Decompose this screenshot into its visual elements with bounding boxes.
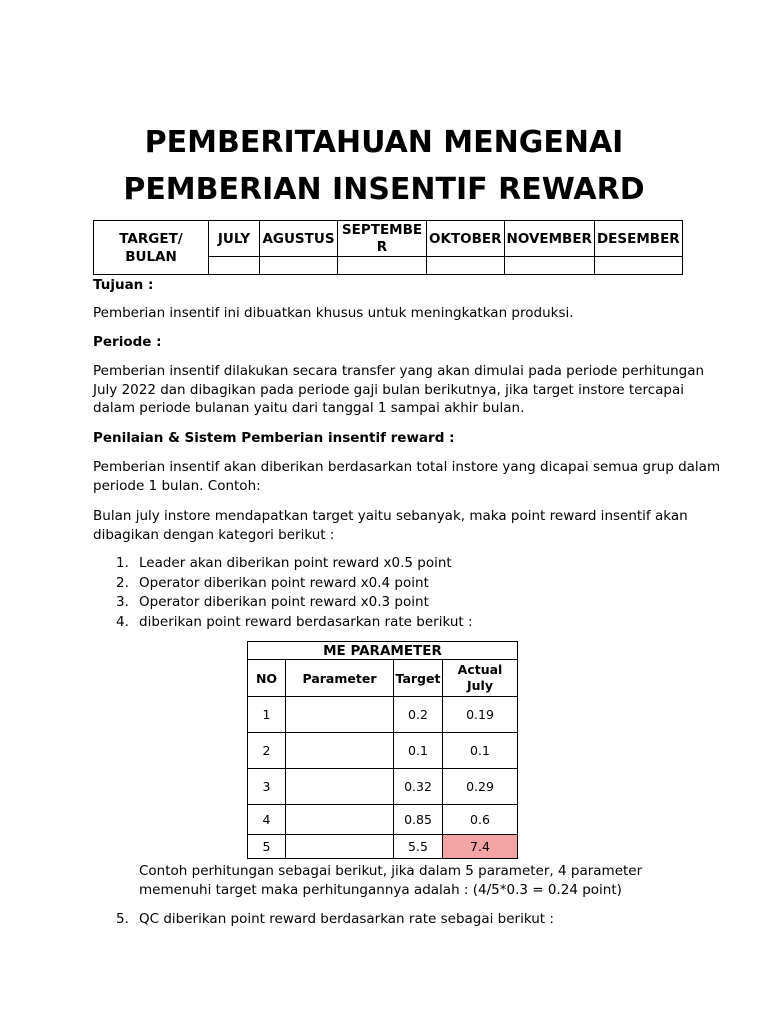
reward-category-list-continued [116,910,554,930]
periode-line: dalam periode bulanan yaitu dari tanggal 1 sampai akhir bulan. [93,400,525,416]
header-actual: Actual July [443,660,518,697]
title-line-1: PEMBERITAHUAN MENGENAI [144,125,624,160]
me-parameter-table [247,641,518,859]
list-item-number: 4. [116,613,129,630]
contoh-line: memenuhi target maka perhitungannya adalah : (4/5*0.3 = 0.24 point) [139,881,622,898]
month-value-cell [504,257,594,275]
cell-actual: 0.6 [443,805,518,835]
list-item-text: diberikan point reward berdasarkan rate berikut : [139,613,473,630]
list-item-number: 5. [116,911,129,927]
cell-no: 5 [248,835,286,859]
tujuan-heading: Tujuan : [93,277,154,293]
list-item-text: Operator diberikan point reward x0.3 point [139,594,429,610]
cell-actual: 0.1 [443,733,518,769]
periode-text [93,362,704,418]
penilaian-line: periode 1 bulan. Contoh: [93,477,261,494]
target-month-table [93,220,683,275]
penilaian-line: dibagikan dengan kategori berikut : [93,526,335,543]
cell-no: 1 [248,697,286,733]
me-table-title: ME PARAMETER [248,642,518,660]
tujuan-text: Pemberian insentif ini dibuatkan khusus untuk meningkatkan produksi. [93,305,574,321]
title-line-2: PEMBERIAN INSENTIF REWARD [123,172,645,207]
month-header: JULY [209,221,260,257]
table-row [248,697,518,733]
cell-target: 0.2 [394,697,443,733]
page-title [0,119,768,213]
cell-parameter [286,835,394,859]
penilaian-line: Pemberian insentif akan diberikan berdasarkan total instore yang dicapai semua grup dalam [93,459,721,475]
header-target: Target [394,660,443,697]
list-item-text: QC diberikan point reward berdasarkan rate sebagai berikut : [139,911,554,927]
list-item-number: 1. [116,555,129,571]
list-item [116,574,473,594]
cell-target: 0.85 [394,805,443,835]
cell-parameter [286,733,394,769]
periode-line: Pemberian insentif dilakukan secara transfer yang akan dimulai pada periode perhitungan [93,363,705,379]
cell-parameter [286,805,394,835]
periode-heading: Periode : [93,334,162,350]
list-item-number: 3. [116,594,129,610]
month-header: OKTOBER [427,221,505,257]
month-value-cell [427,257,505,275]
month-header: NOVEMBER [504,221,594,257]
month-header: AGUSTUS [260,221,338,257]
target-bulan-header: TARGET/ BULAN [94,221,209,275]
month-value-cell [209,257,260,275]
month-value-cell [260,257,338,275]
list-item [116,554,473,574]
cell-actual-highlighted: 7.4 [443,835,518,859]
penilaian-line: Bulan july instore mendapatkan target yaitu sebanyak, maka point reward insentif akan [93,508,688,524]
cell-parameter [286,697,394,733]
contoh-perhitungan [139,862,642,899]
penilaian-paragraph-2 [93,507,688,544]
cell-target: 0.32 [394,769,443,805]
table-row [248,733,518,769]
list-item [116,613,473,633]
cell-target: 5.5 [394,835,443,859]
cell-no: 4 [248,805,286,835]
table-row [248,769,518,805]
cell-target: 0.1 [394,733,443,769]
month-header: DESEMBER [594,221,682,257]
list-item-text: Operator diberikan point reward x0.4 point [139,574,429,591]
cell-no: 2 [248,733,286,769]
cell-actual: 0.29 [443,769,518,805]
cell-actual: 0.19 [443,697,518,733]
list-item-number: 2. [116,574,129,591]
penilaian-paragraph-1 [93,458,720,495]
month-header: SEPTEMBE R [338,221,427,257]
month-value-cell [594,257,682,275]
cell-parameter [286,769,394,805]
reward-category-list [116,554,473,632]
month-value-cell [338,257,427,275]
penilaian-heading: Penilaian & Sistem Pemberian insentif reward : [93,430,455,446]
list-item [116,910,554,930]
contoh-line: Contoh perhitungan sebagai berikut, jika dalam 5 parameter, 4 parameter [139,863,643,879]
list-item [116,593,473,613]
header-no: NO [248,660,286,697]
cell-no: 3 [248,769,286,805]
table-row [248,805,518,835]
header-parameter: Parameter [286,660,394,697]
periode-line: July 2022 dan dibagikan pada periode gaji bulan berikutnya, jika target instore tercapai [93,381,684,398]
table-row [248,835,518,859]
list-item-text: Leader akan diberikan point reward x0.5 point [139,555,452,571]
